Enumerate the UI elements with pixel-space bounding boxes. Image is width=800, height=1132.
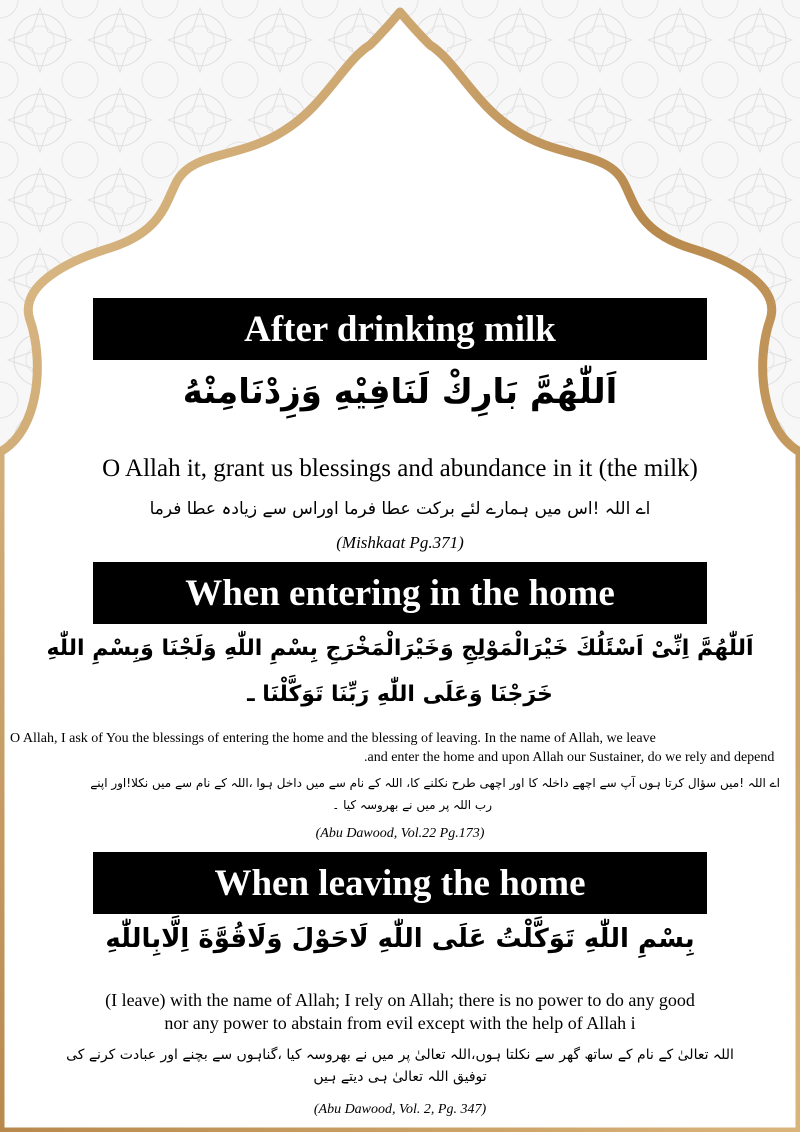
dua-english-milk: O Allah it, grant us blessings and abundance in it (the milk) (102, 455, 698, 482)
dua-arabic-leaving: بِسْمِ اللّٰهِ تَوَكَّلْتُ عَلَى اللّٰهِ لَاحَوْلَ وَلَاقُوَّةَ اِلَّابِاللّٰهِ (105, 924, 695, 954)
dua-urdu-entering-line1: اے اللہ !میں سؤال کرتا ہوں آپ سے اچھے داخلہ کا اور اچھی طرح نکلنے کا، اللہ کے نام سے میں داخل ہوا ،اللہ کے نام سے میں نکلا!اور اپنے (90, 776, 780, 790)
section-title-milk: After drinking milk (93, 298, 707, 360)
dua-urdu-milk: اے اللہ !اس میں ہمارے لئے برکت عطا فرما اوراس سے زیادہ عطا فرما (149, 499, 651, 519)
dua-arabic-entering-line2: خَرَجْنَا وَعَلَى اللّٰهِ رَبِّنَا تَوَكَّلْنَا ـ (247, 682, 553, 707)
dua-urdu-leaving-line1: اللہ تعالیٰ کے نام کے ساتھ گھر سے نکلتا ہوں،اللہ تعالیٰ پر میں نے بھروسہ کیا ،گناہوں سے بچنے اور عبادت کرنے کی (66, 1047, 734, 1063)
dua-english-entering-line2: .and enter the home and upon Allah our Sustainer, do we rely and depend (364, 750, 775, 765)
reference-milk: (Mishkaat Pg.371) (336, 533, 464, 552)
dua-english-entering-line1: O Allah, I ask of You the blessings of entering the home and the blessing of leaving. In the name of Allah, we leave (10, 731, 656, 746)
dua-arabic-milk: اَللّٰهُمَّ بَارِكْ لَنَافِيْهِ وَزِدْنَامِنْهُ (182, 372, 618, 412)
section-title-leaving: When leaving the home (93, 852, 707, 914)
dua-english-leaving-line1: (I leave) with the name of Allah; I rely on Allah; there is no power to do any good (105, 990, 695, 1010)
dua-urdu-leaving-line2: توفیق اللہ تعالیٰ ہی دیتے ہیں (313, 1069, 487, 1085)
dua-english-leaving-line2: nor any power to abstain from evil except with the help of Allah i (164, 1013, 636, 1033)
reference-entering: (Abu Dawood, Vol.22 Pg.173) (315, 826, 485, 841)
dua-arabic-entering-line1: اَللّٰهُمَّ اِنِّىْ اَسْئَلُكَ خَيْرَالْمَوْلِجِ وَخَيْرَالْمَخْرَجِ بِسْمِ اللّٰهِ وَلَجْنَا وَبِسْمِ اللّٰهِ (46, 636, 754, 661)
dua-urdu-entering-line2: رب اللہ پر میں نے بھروسہ کیا ۔ (332, 798, 492, 812)
section-title-entering: When entering in the home (93, 562, 707, 624)
reference-leaving: (Abu Dawood, Vol. 2, Pg. 347) (313, 1102, 487, 1117)
